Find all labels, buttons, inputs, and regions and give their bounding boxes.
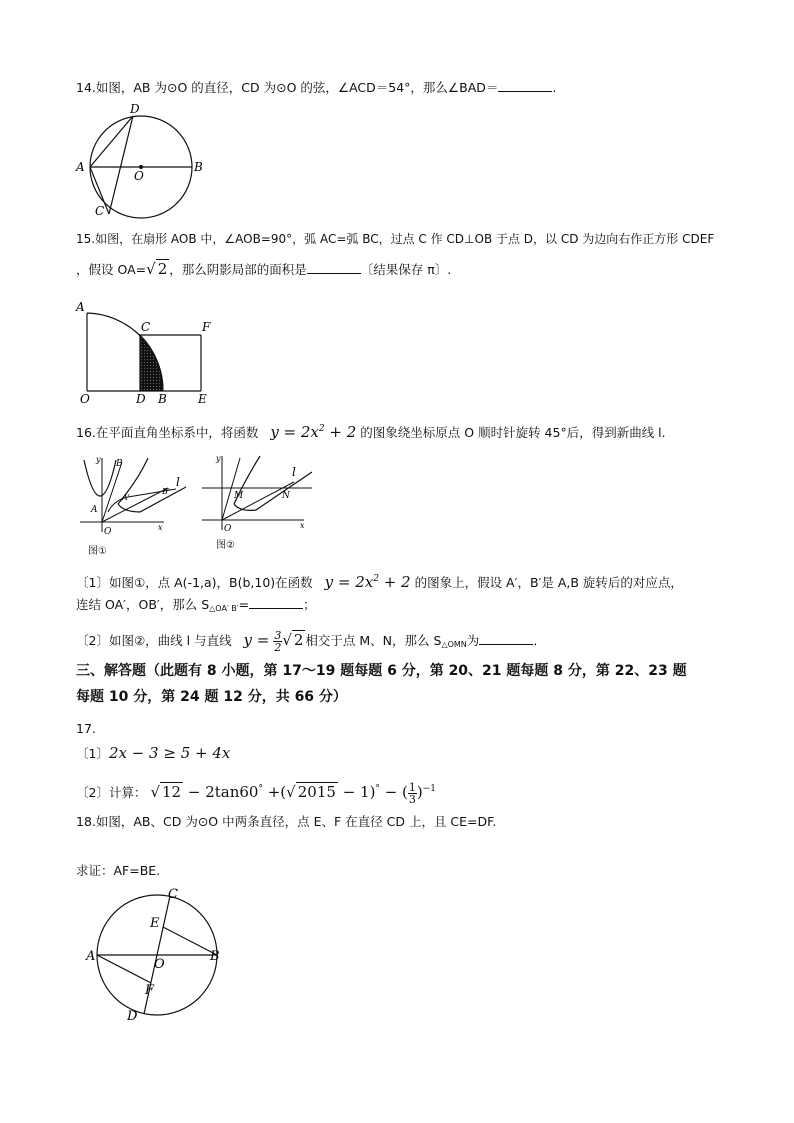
fig1-label-a: A: [91, 505, 98, 515]
q15-figure: [74, 298, 219, 408]
q17-number: 17.: [76, 721, 96, 736]
fig1-label-l: l: [176, 475, 180, 489]
q15-label-c: C: [141, 320, 151, 334]
q17-part2: 〔2〕计算： √ 12 − 2tan60° +(√ 2015 − 1)° − ( $\frac{1}{3}$ )$^{-1}$: [76, 780, 437, 806]
q15-label-o: O: [80, 392, 90, 406]
q18-proof: 求证：AF=BE.: [76, 863, 161, 878]
q14-label-c: C: [95, 204, 105, 218]
q17-part1: 〔1〕2x − 3 ≥ 5 + 4x: [76, 744, 231, 762]
q18-label-o: O: [154, 957, 165, 972]
fig1-label-o: O: [104, 527, 112, 537]
q18-text: 18.如图，AB、CD 为⊙O 中两条直径，点 E、F 在直径 CD 上，且 CE=DF.: [76, 814, 497, 829]
q18-label-d: D: [127, 1009, 138, 1024]
q14-label-b: B: [194, 160, 203, 174]
fig1-label-b: B: [116, 459, 123, 469]
q15-blank[interactable]: [307, 261, 361, 274]
q18-label-f: F: [145, 983, 155, 998]
q16-figure-2: [200, 452, 320, 537]
q14-label-d: D: [130, 102, 140, 116]
q18-label-a: A: [86, 949, 96, 964]
q16-part2-blank[interactable]: [479, 632, 533, 645]
q16-fig2-caption: 图②: [216, 540, 235, 551]
q15-label-f: F: [202, 320, 211, 334]
q18-figure: [84, 886, 234, 1026]
q16-part2: 〔2〕如图②，曲线 l 与直线 y = $\frac{3}{2}$ √ 2 相交于点 M、N，那么 $S_{\triangle OMN}$为 .: [76, 629, 538, 654]
q14-figure: [70, 100, 210, 220]
q16-intro: 16.在平面直角坐标系中，将函数 $y = 2x^2 + 2$ 的图象绕坐标原点 O 顺时针旋转 45°后，得到新曲线 l.: [76, 423, 666, 441]
fig2-label-l: l: [292, 465, 296, 479]
q15-line2: ，假设 OA=√ 2 ，那么阴影局部的面积是 〔结果保存 π〕.: [76, 260, 452, 278]
q16-part1-blank[interactable]: [249, 596, 303, 609]
q15-label-a: A: [76, 300, 85, 314]
section3-heading-line2: 每题 10 分，第 24 题 12 分，共 66 分）: [76, 689, 347, 705]
q15-label-d: D: [136, 392, 146, 406]
q14-label-o: O: [134, 169, 144, 183]
q14-label-a: A: [76, 160, 85, 174]
fig1-label-a2: A': [122, 493, 130, 502]
q18-label-b: B: [210, 949, 220, 964]
q15-label-b: B: [158, 392, 167, 406]
q15-label-e: E: [198, 392, 207, 406]
fig1-label-y: y: [96, 455, 101, 464]
q16-part1-line2: 连结 OA′，OB′，那么 $S_{\triangle OA' B'}=$ ；: [76, 597, 316, 613]
fig1-label-x: x: [158, 523, 163, 532]
fig1-label-b2: B': [162, 487, 171, 496]
fig2-label-m: M: [234, 491, 244, 501]
q14-blank[interactable]: [498, 79, 552, 92]
q14-text: 14.如图，AB 为⊙O 的直径，CD 为⊙O 的弦，∠ACD＝54°，那么∠BAD＝ .: [76, 80, 557, 95]
fig2-label-o: O: [224, 524, 232, 534]
q18-label-e: E: [150, 916, 160, 931]
q15-line1: 15.如图，在扇形 AOB 中，∠AOB=90°，弧 AC=弧 BC，过点 C 作 CD⊥OB 于点 D，以 CD 为边向右作正方形 CDEF: [76, 232, 715, 246]
fig2-label-y: y: [216, 454, 221, 463]
q16-fig1-caption: 图①: [88, 546, 107, 557]
section3-heading-line1: 三、解答题（此题有 8 小题，第 17～19 题每题 6 分，第 20、21 题每题 8 分，第 22、23 题: [76, 663, 687, 679]
q16-part1-line1: 〔1〕如图①，点 A(-1,a)，B(b,10)在函数 $y = 2x^2 + 2$ 的图象上，假设 A′，B′是 A,B 旋转后的对应点，: [76, 573, 683, 591]
fig2-label-n: N: [282, 491, 290, 501]
q18-label-c: C: [168, 887, 178, 902]
fig2-label-x: x: [300, 521, 305, 530]
q16-figure-1: [78, 452, 188, 542]
